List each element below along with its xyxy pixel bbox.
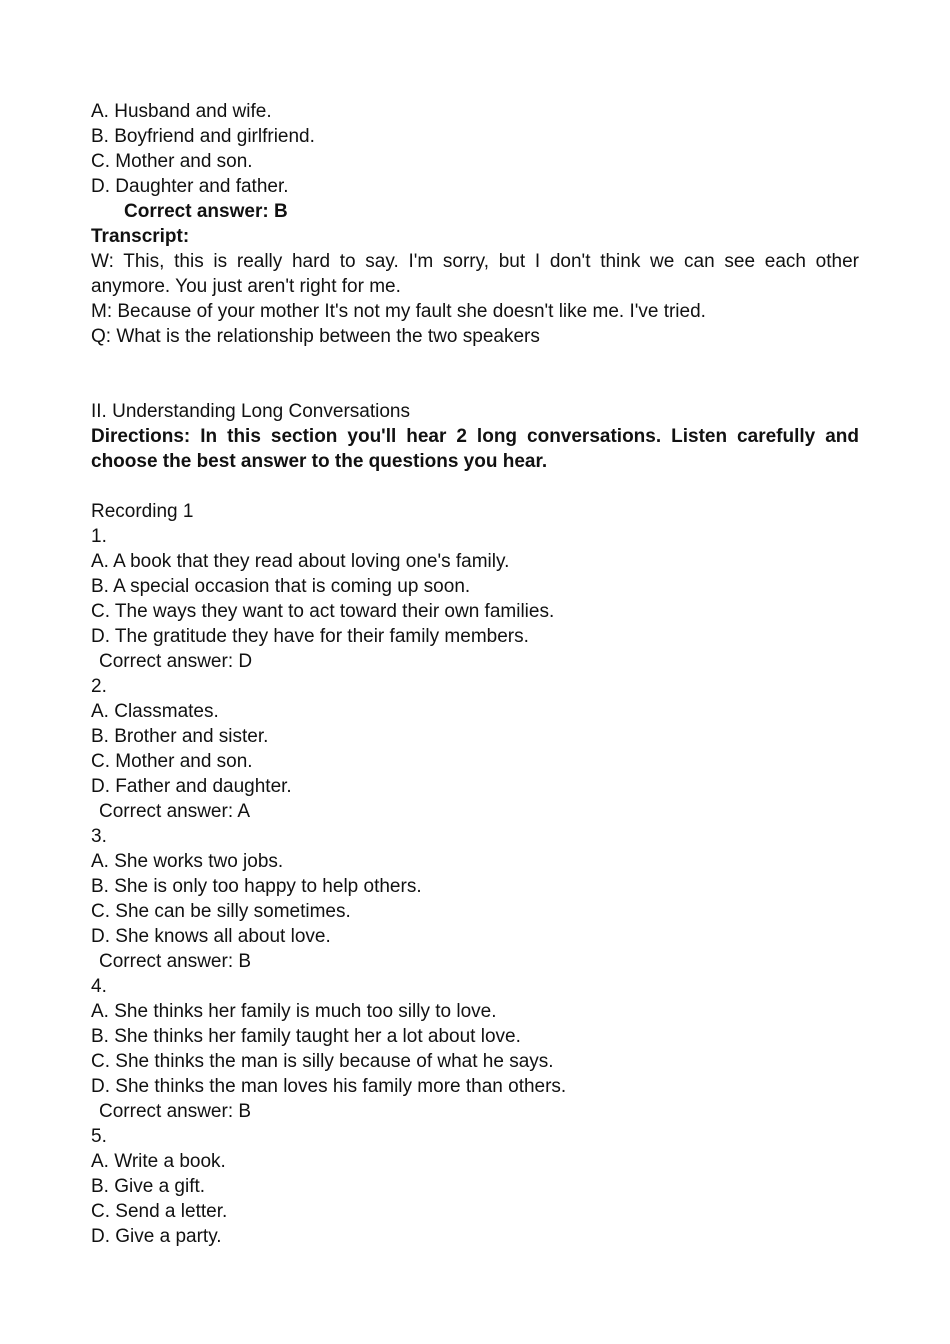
option-a: A. A book that they read about loving one's family. [91,551,510,572]
option-c: C. She can be silly sometimes. [91,901,351,922]
option-c: C. Mother and son. [91,151,253,172]
question-block [91,1124,859,1249]
option-b: B. A special occasion that is coming up soon. [91,576,471,597]
option-c: C. The ways they want to act toward their own families. [91,601,555,622]
section-directions: Directions: In this section you'll hear 2 long conversations. Listen carefully and choose the best answer to the questions you hear. [91,426,859,472]
question-number: 4. [91,976,107,997]
option-b: B. Give a gift. [91,1176,206,1197]
recording-title: Recording 1 [91,501,194,522]
option-b: B. She thinks her family taught her a lot about love. [91,1026,521,1047]
option-c: C. Mother and son. [91,751,253,772]
question-block [91,674,859,824]
correct-answer: Correct answer: D [99,651,253,672]
option-a: A. Husband and wife. [91,101,272,122]
question-block [91,524,859,674]
question-number: 3. [91,826,107,847]
question-number: 1. [91,526,107,547]
question-block [91,824,859,974]
option-d: D. Father and daughter. [91,776,292,797]
option-c: C. She thinks the man is silly because of what he says. [91,1051,554,1072]
option-a: A. She thinks her family is much too silly to love. [91,1001,497,1022]
option-d: D. The gratitude they have for their family members. [91,626,529,647]
section-heading: II. Understanding Long Conversations [91,401,410,422]
correct-answer: Correct answer: A [99,801,250,822]
option-a: A. She works two jobs. [91,851,284,872]
correct-answer: Correct answer: B [99,1101,252,1122]
spacer [91,349,859,399]
question-number: 2. [91,676,107,697]
option-b: B. Brother and sister. [91,726,269,747]
option-b: B. She is only too happy to help others. [91,876,422,897]
transcript-line-m: M: Because of your mother It's not my fault she doesn't like me. I've tried. [91,301,706,322]
option-c: C. Send a letter. [91,1201,228,1222]
option-d: D. Give a party. [91,1226,222,1247]
question-block [91,974,859,1124]
option-b: B. Boyfriend and girlfriend. [91,126,315,147]
transcript-line-q: Q: What is the relationship between the two speakers [91,326,540,347]
option-d: D. Daughter and father. [91,176,289,197]
correct-answer: Correct answer: B [124,201,288,222]
transcript-heading: Transcript: [91,226,190,247]
option-a: A. Classmates. [91,701,219,722]
spacer [91,474,859,499]
option-a: A. Write a book. [91,1151,226,1172]
part1-options [91,99,859,199]
option-d: D. She knows all about love. [91,926,331,947]
correct-answer: Correct answer: B [99,951,252,972]
document-page [91,99,859,1249]
transcript-line-w: W: This, this is really hard to say. I'm sorry, but I don't think we can see each other anymore. You just aren't right for me. [91,251,859,297]
question-number: 5. [91,1126,107,1147]
option-d: D. She thinks the man loves his family more than others. [91,1076,567,1097]
